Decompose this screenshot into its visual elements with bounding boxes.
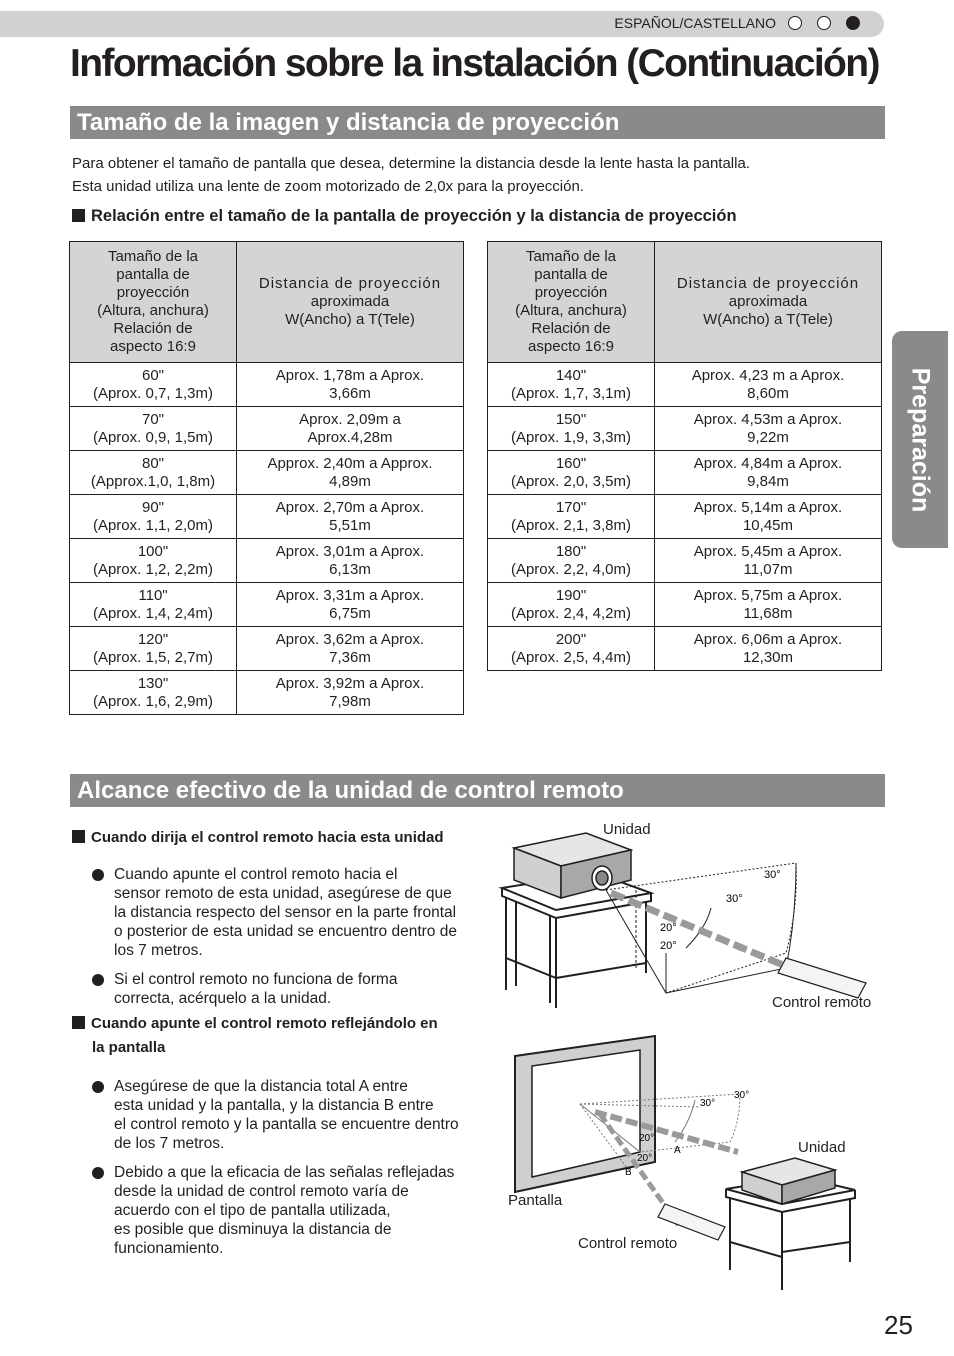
cell-line: Aprox.4,28m (307, 428, 393, 446)
bullet-item (92, 970, 502, 1008)
cell-line: 70" (141, 410, 164, 428)
cell-line: Aprox. 5,75m a Aprox. (693, 586, 843, 604)
distance-cell (655, 539, 882, 583)
bullet-line: sensor remoto de esta unidad, asegúrese de que (114, 885, 452, 902)
cell-line: 150" (555, 410, 587, 428)
distance-cell (655, 363, 882, 407)
cell-line: Aprox. 2,70m a Aprox. (275, 498, 425, 516)
cell-line: 160" (555, 454, 587, 472)
cell-line: Aprox. 2,09m a (299, 410, 401, 428)
cell-line: Aprox. 3,92m a Aprox. (275, 674, 425, 692)
cell-line: (Aprox. 2,2, 4,0m) (510, 560, 632, 578)
distance-cell (655, 495, 882, 539)
screen-size-cell (70, 627, 237, 671)
bullet-line: los 7 metros. (114, 942, 203, 959)
table-row (488, 407, 882, 451)
bullet-line: Si el control remoto no funciona de forma (114, 971, 398, 988)
bullet-line: acuerdo con el tipo de pantalla utilizada, (114, 1202, 391, 1219)
lang-circle-filled-icon (846, 16, 860, 30)
cell-line: 190" (555, 586, 587, 604)
cell-line: (Aprox. 1,4, 2,4m) (92, 604, 214, 622)
cell-line: 170" (555, 498, 587, 516)
table-row (488, 363, 882, 407)
table-row (488, 539, 882, 583)
cell-line: 80" (141, 454, 164, 472)
cell-line: 9,22m (747, 428, 789, 446)
screen-size-cell (488, 407, 655, 451)
table-row (70, 583, 464, 627)
bullet-line: esta unidad y la pantalla, y la distancia B entre (114, 1097, 434, 1114)
cell-line: 6,13m (329, 560, 371, 578)
distance-cell (655, 583, 882, 627)
cell-line: Aprox. 3,01m a Aprox. (275, 542, 425, 560)
distance-cell (237, 583, 464, 627)
bullet-line: correcta, acérquelo a la unidad. (114, 990, 332, 1007)
bullet-line: el control remoto y la pantalla se encuentre dentro (114, 1116, 459, 1133)
intro-line: Para obtener el tamaño de pantalla que desea, determine la distancia desde la lente hasta la pantalla. (72, 155, 750, 172)
cell-line: (Aprox. 1,1, 2,0m) (92, 516, 214, 534)
header-distance: Distancia de proyección aproximada W(Ancho) a T(Tele) (655, 242, 882, 363)
cell-line: 110" (138, 586, 168, 604)
angle-label: 30° (764, 869, 781, 881)
screen-icon (515, 1036, 655, 1192)
remote-subheading-reflected (72, 1012, 438, 1060)
bullet-line: Asegúrese de que la distancia total A entre (114, 1078, 408, 1095)
header-distance: Distancia de proyección aproximada W(Ancho) a T(Tele) (237, 242, 464, 363)
bullet-item (92, 1163, 502, 1258)
square-bullet-icon (72, 209, 85, 222)
bullet-dot-icon (92, 974, 104, 986)
screen-size-cell (70, 583, 237, 627)
unit-label: Unidad (603, 821, 651, 838)
remote-subheading-reflected-text: la pantalla (92, 1039, 166, 1056)
remote-subheading-direct-text: Cuando dirija el control remoto hacia esta unidad (91, 829, 444, 846)
cell-line: (Aprox. 0,7, 1,3m) (92, 384, 214, 402)
table-row (70, 407, 464, 451)
side-tab-preparacion (892, 331, 948, 548)
language-bar (0, 11, 884, 37)
cell-line: Aprox. 3,31m a Aprox. (275, 586, 425, 604)
cell-line: Aprox. 3,62m a Aprox. (275, 630, 425, 648)
distance-b-label: B (625, 1167, 632, 1178)
cell-line: 10,45m (742, 516, 794, 534)
unit-label: Unidad (798, 1139, 846, 1156)
bullet-line: funcionamiento. (114, 1240, 224, 1257)
screen-size-cell (70, 363, 237, 407)
cell-line: 7,36m (329, 648, 371, 666)
remote-control-icon (778, 958, 866, 998)
header-screen-size: Tamaño de la pantalla de proyección (Altura, anchura) Relación de aspecto 16:9 (70, 242, 237, 363)
cell-line: 5,51m (329, 516, 371, 534)
cell-line: (Aprox. 1,5, 2,7m) (92, 648, 214, 666)
cell-line: (Aprox. 1,9, 3,3m) (510, 428, 632, 446)
cell-line: Aprox. 4,53m a Aprox. (693, 410, 843, 428)
distance-cell (237, 407, 464, 451)
screen-size-cell (488, 627, 655, 671)
cell-line: (Aprox. 2,5, 4,4m) (510, 648, 632, 666)
distance-a-label: A (674, 1145, 681, 1156)
cell-line: 12,30m (742, 648, 794, 666)
distance-cell (655, 407, 882, 451)
table-row (70, 495, 464, 539)
bullet-line: Debido a que la eficacia de las señalas reflejadas (114, 1164, 455, 1181)
bullet-line: la distancia respecto del sensor en la parte frontal (114, 904, 457, 921)
bullet-line: desde la unidad de control remoto varía de (114, 1183, 409, 1200)
screen-label: Pantalla (508, 1192, 563, 1209)
bullet-line: Cuando apunte el control remoto hacia el (114, 866, 398, 883)
cell-line: 6,75m (329, 604, 371, 622)
table-row (70, 451, 464, 495)
side-tab-label: Preparación (906, 367, 935, 512)
bullet-line: es posible que disminuya la distancia de (114, 1221, 392, 1238)
cell-line: (Aprox. 2,4, 4,2m) (510, 604, 632, 622)
screen-size-cell (488, 363, 655, 407)
angle-label: 30° (726, 893, 743, 905)
cell-line: 8,60m (747, 384, 789, 402)
cell-line: 3,66m (329, 384, 371, 402)
square-bullet-icon (72, 1016, 85, 1029)
cell-line: (Approx.1,0, 1,8m) (90, 472, 216, 490)
bullet-item (92, 1077, 502, 1153)
header-screen-size: Tamaño de la pantalla de proyección (Altura, anchura) Relación de aspecto 16:9 (488, 242, 655, 363)
screen-size-cell (70, 671, 237, 715)
cell-line: Aprox. 4,84m a Aprox. (693, 454, 843, 472)
distance-cell (237, 671, 464, 715)
bullet-line: de los 7 metros. (114, 1135, 225, 1152)
cell-line: Aprox. 4,23 m a Aprox. (691, 366, 845, 384)
angle-label: 20° (637, 1153, 653, 1164)
table-row (70, 671, 464, 715)
bullet-item (92, 865, 502, 960)
cell-line: (Aprox. 1,7, 3,1m) (510, 384, 632, 402)
bullet-dot-icon (92, 1167, 104, 1179)
screen-size-cell (70, 407, 237, 451)
table-row (488, 451, 882, 495)
cell-line: (Aprox. 2,0, 3,5m) (510, 472, 632, 490)
section-heading-image-size: Tamaño de la imagen y distancia de proyección (70, 106, 885, 139)
cell-line: 9,84m (747, 472, 789, 490)
screen-size-cell (488, 495, 655, 539)
section-heading-remote-range: Alcance efectivo de la unidad de control remoto (70, 774, 885, 807)
cell-line: Approx. 2,40m a Approx. (267, 454, 433, 472)
intro-line: Esta unidad utiliza una lente de zoom motorizado de 2,0x para la proyección. (72, 178, 584, 195)
cell-line: 7,98m (329, 692, 371, 710)
cell-line: 60" (141, 366, 164, 384)
bullet-dot-icon (92, 869, 104, 881)
distance-cell (655, 627, 882, 671)
bullet-line: o posterior de esta unidad se encuentro dentro de (114, 923, 457, 940)
distance-cell (237, 539, 464, 583)
table-row (488, 627, 882, 671)
lang-circle-empty-icon (788, 16, 802, 30)
reflected-remote-diagram (500, 1032, 870, 1294)
language-label: ESPAÑOL/CASTELLANO (614, 15, 776, 31)
cell-line: (Aprox. 0,9, 1,5m) (92, 428, 214, 446)
lang-circle-empty-icon (817, 16, 831, 30)
cell-line: 11,07m (743, 560, 793, 578)
remote-label: Control remoto (578, 1235, 678, 1252)
screen-size-cell (488, 451, 655, 495)
remote-label: Control remoto (772, 994, 872, 1011)
distance-cell (237, 495, 464, 539)
screen-size-cell (70, 451, 237, 495)
distance-cell (237, 451, 464, 495)
cell-line: (Aprox. 1,6, 2,9m) (92, 692, 214, 710)
cell-line: Aprox. 5,14m a Aprox. (693, 498, 843, 516)
cell-line: 100" (137, 542, 169, 560)
cell-line: (Aprox. 1,2, 2,2m) (92, 560, 214, 578)
screen-size-cell (70, 495, 237, 539)
square-bullet-icon (72, 830, 85, 843)
cell-line: 180" (555, 542, 587, 560)
projection-table-left (69, 241, 464, 715)
projection-table-right (487, 241, 882, 671)
cell-line: 120" (137, 630, 169, 648)
intro-text (72, 152, 750, 198)
angle-label: 30° (700, 1098, 716, 1109)
angle-label: 20° (660, 922, 677, 934)
cell-line: Aprox. 6,06m a Aprox. (693, 630, 843, 648)
distance-cell (237, 363, 464, 407)
cell-line: Aprox. 1,78m a Aprox. (275, 366, 425, 384)
cell-line: 130" (137, 674, 169, 692)
screen-size-cell (488, 539, 655, 583)
page-title: Información sobre la instalación (Continuación) (70, 42, 879, 85)
cell-line: 4,89m (329, 472, 371, 490)
cell-line: (Aprox. 2,1, 3,8m) (510, 516, 632, 534)
remote-subheading-direct (72, 826, 444, 850)
cell-line: 200" (555, 630, 587, 648)
distance-cell (237, 627, 464, 671)
angle-label: 20° (639, 1133, 655, 1144)
table-subheading-text: Relación entre el tamaño de la pantalla de proyección y la distancia de proyección (91, 207, 737, 225)
cell-line: 140" (555, 366, 587, 384)
bullet-dot-icon (92, 1081, 104, 1093)
screen-size-cell (488, 583, 655, 627)
cell-line: 90" (141, 498, 164, 516)
table-row (70, 627, 464, 671)
distance-cell (655, 451, 882, 495)
angle-label: 20° (660, 940, 677, 952)
table-row (488, 495, 882, 539)
page-number: 25 (884, 1310, 913, 1340)
table-row (70, 363, 464, 407)
table-subheading (72, 207, 737, 226)
cell-line: Aprox. 5,45m a Aprox. (693, 542, 843, 560)
angle-label: 30° (734, 1090, 750, 1101)
table-row (488, 583, 882, 627)
remote-subheading-reflected-text: Cuando apunte el control remoto reflejándolo en (91, 1015, 438, 1032)
screen-size-cell (70, 539, 237, 583)
cell-line: 11,68m (743, 604, 793, 622)
table-row (70, 539, 464, 583)
